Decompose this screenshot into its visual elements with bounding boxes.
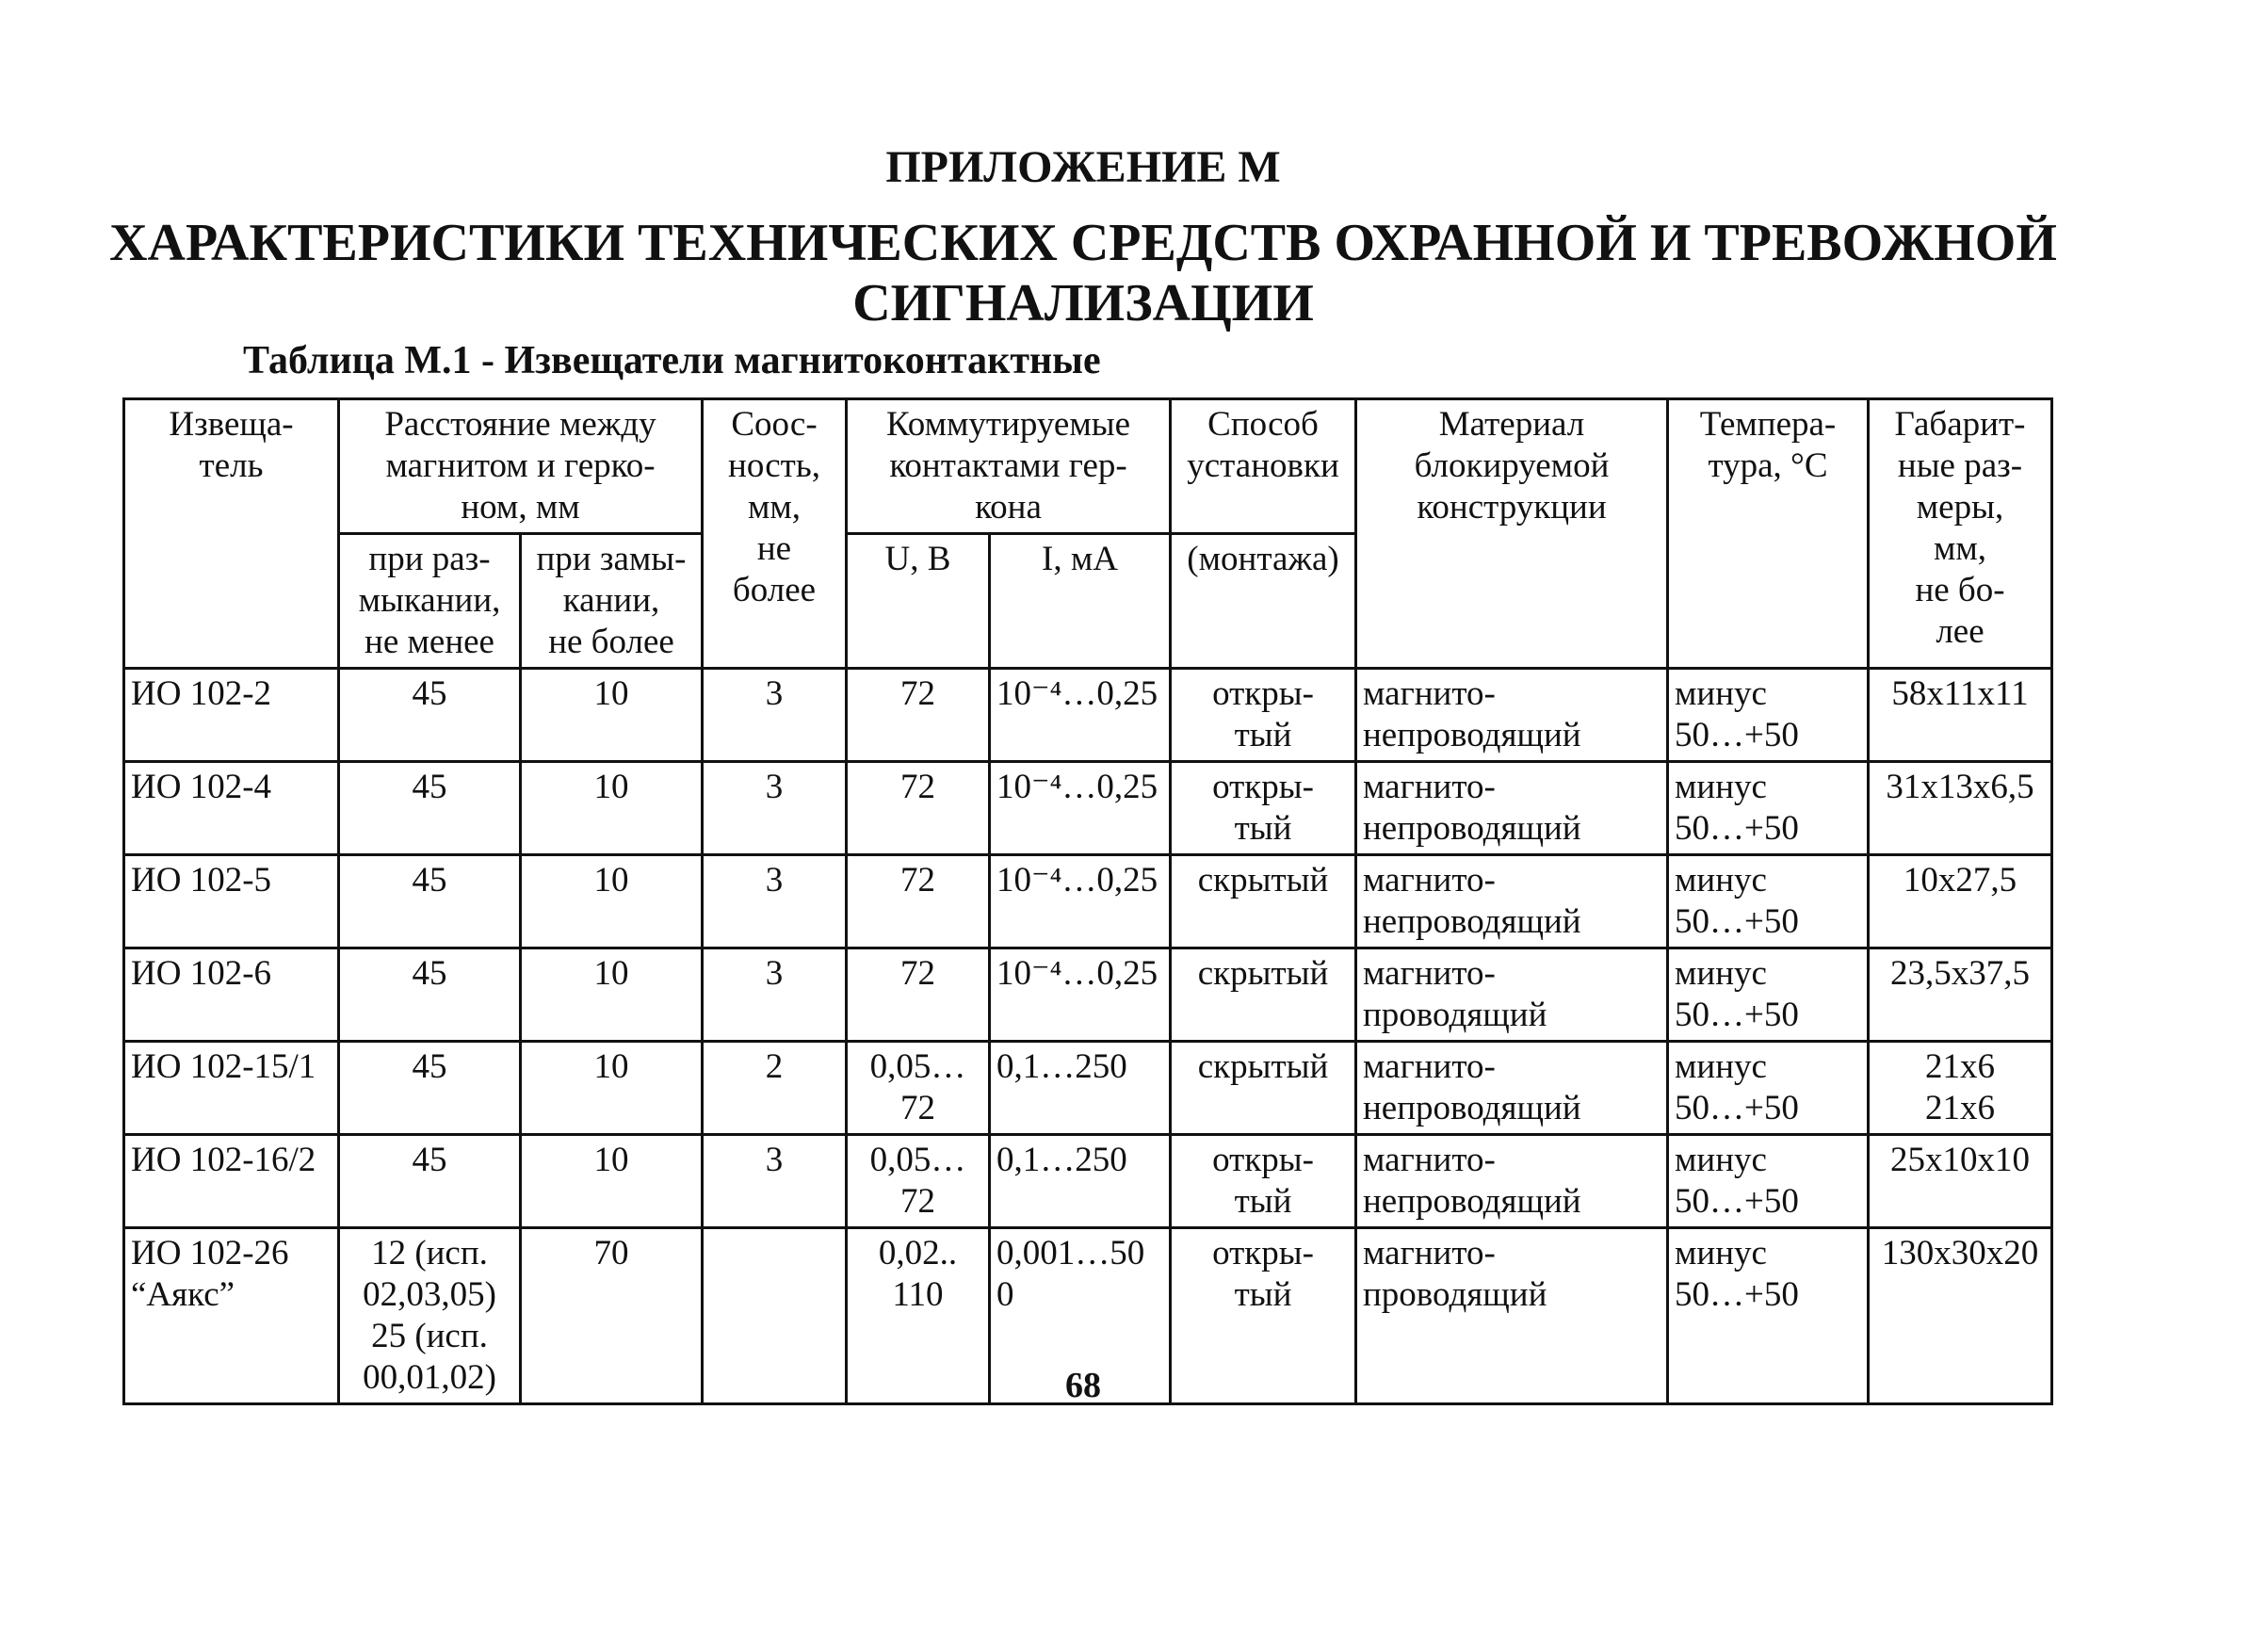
cell-line: минус [1675, 1047, 1767, 1086]
cell-temperature [1668, 948, 1869, 1042]
cell-line: 50…+50 [1675, 716, 1799, 754]
cell-line: мм, [1933, 529, 1987, 568]
cell-line: откры- [1212, 674, 1314, 713]
cell-distance-close [521, 669, 703, 762]
cell-line: ИО 102-4 [131, 768, 272, 806]
cell-line: 45 [412, 861, 447, 900]
cell-line: 72 [900, 1089, 935, 1127]
table-row [124, 1042, 2052, 1135]
table-row [124, 762, 2052, 855]
cell-current [990, 1042, 1171, 1135]
header-distance-close [521, 534, 703, 669]
cell-coaxiality [703, 1135, 847, 1228]
cell-line: откры- [1212, 768, 1314, 806]
cell-line: установки [1187, 446, 1339, 485]
cell-line: Извеща- [169, 405, 294, 444]
detectors-table [122, 397, 2053, 1405]
cell-dimensions [1869, 855, 2052, 948]
cell-distance-open [339, 762, 521, 855]
cell-voltage [847, 1135, 990, 1228]
cell-line: проводящий [1363, 996, 1547, 1034]
cell-line: 3 [765, 954, 784, 993]
cell-dimensions [1869, 669, 2052, 762]
cell-line: 12 (исп. [371, 1234, 488, 1272]
cell-line: 3 [765, 674, 784, 713]
cell-mount [1171, 855, 1356, 948]
cell-line: ИО 102-26 [131, 1234, 289, 1272]
cell-line: 10 [593, 954, 629, 993]
cell-line: 72 [900, 674, 935, 713]
cell-material [1356, 669, 1668, 762]
cell-line: 00,01,02) [363, 1358, 496, 1397]
cell-line: 130x30x20 [1881, 1234, 2039, 1272]
cell-detector [124, 948, 339, 1042]
cell-distance-close [521, 1135, 703, 1228]
header-row-1 [124, 399, 2052, 534]
cell-line: Расстояние между [384, 405, 656, 444]
cell-line: ность, [728, 446, 820, 485]
cell-line: тый [1234, 716, 1292, 754]
cell-mount [1171, 1135, 1356, 1228]
cell-material [1356, 1135, 1668, 1228]
cell-detector [124, 1135, 339, 1228]
cell-mount [1171, 762, 1356, 855]
cell-distance-close [521, 855, 703, 948]
cell-line: 10⁻⁴…0,25 [996, 954, 1158, 993]
cell-line: тура, °С [1708, 446, 1828, 485]
cell-line: ные раз- [1897, 446, 2023, 485]
table-row [124, 855, 2052, 948]
header-dimensions [1869, 399, 2052, 669]
cell-line: кании, [562, 581, 660, 620]
cell-voltage [847, 855, 990, 948]
cell-distance-close [521, 1042, 703, 1135]
cell-line: мыкании, [358, 581, 501, 620]
header-material [1356, 399, 1668, 669]
cell-line: минус [1675, 768, 1767, 806]
cell-coaxiality [703, 762, 847, 855]
cell-line: 0,02.. [878, 1234, 958, 1272]
cell-line: 70 [593, 1234, 629, 1272]
cell-line: магнито- [1363, 674, 1496, 713]
cell-line: магнито- [1363, 954, 1496, 993]
cell-current [990, 1135, 1171, 1228]
cell-line: 21x6 [1925, 1089, 1995, 1127]
cell-line: Материал [1438, 405, 1585, 444]
title-line-1: ХАРАКТЕРИСТИКИ ТЕХНИЧЕСКИХ СРЕДСТВ ОХРАННОЙ И ТРЕВОЖНОЙ [109, 214, 2057, 272]
cell-line: Соос- [731, 405, 818, 444]
cell-mount [1171, 669, 1356, 762]
cell-line: 0,001…50 [996, 1234, 1145, 1272]
cell-line: более [732, 571, 817, 609]
cell-line: 45 [412, 954, 447, 993]
cell-line: 25 (исп. [371, 1317, 488, 1355]
cell-line: при раз- [368, 540, 491, 578]
cell-line: не менее [364, 623, 494, 661]
cell-current [990, 948, 1171, 1042]
cell-line: 72 [900, 768, 935, 806]
cell-line: при замы- [536, 540, 687, 578]
cell-line: ИО 102-5 [131, 861, 272, 900]
cell-line: минус [1675, 954, 1767, 993]
header-coaxiality [703, 399, 847, 669]
cell-distance-open [339, 669, 521, 762]
header-distance [339, 399, 703, 534]
cell-detector [124, 669, 339, 762]
cell-line: минус [1675, 1141, 1767, 1179]
cell-distance-close [521, 948, 703, 1042]
cell-line: 0,1…250 [996, 1047, 1127, 1086]
cell-line: 45 [412, 674, 447, 713]
cell-line: непроводящий [1363, 1182, 1581, 1221]
cell-line: Коммутируемые [885, 405, 1131, 444]
cell-line: 10 [593, 861, 629, 900]
cell-voltage [847, 948, 990, 1042]
cell-line: тель [199, 446, 264, 485]
cell-line: 0,05… [869, 1141, 966, 1179]
cell-line: магнито- [1363, 768, 1496, 806]
cell-line: 50…+50 [1675, 1275, 1799, 1314]
cell-line: Габарит- [1894, 405, 2026, 444]
cell-line: меры, [1916, 488, 2004, 527]
table-caption: Таблица М.1 - Извещатели магнитоконтактные [243, 339, 1101, 382]
cell-coaxiality [703, 1042, 847, 1135]
cell-temperature [1668, 1042, 1869, 1135]
cell-dimensions [1869, 1042, 2052, 1135]
cell-material [1356, 948, 1668, 1042]
cell-line: минус [1675, 861, 1767, 900]
cell-line: непроводящий [1363, 902, 1581, 941]
cell-line: минус [1675, 674, 1767, 713]
cell-line: 10⁻⁴…0,25 [996, 768, 1158, 806]
cell-line: 45 [412, 768, 447, 806]
cell-line: “Аякс” [131, 1275, 235, 1314]
cell-line: 110 [892, 1275, 944, 1314]
cell-voltage [847, 762, 990, 855]
table-row [124, 669, 2052, 762]
cell-line: конструкции [1417, 488, 1607, 527]
document-title [0, 213, 2166, 333]
cell-dimensions [1869, 762, 2052, 855]
cell-coaxiality [703, 855, 847, 948]
cell-line: 10⁻⁴…0,25 [996, 674, 1158, 713]
cell-line: 3 [765, 1141, 784, 1179]
cell-coaxiality [703, 669, 847, 762]
cell-current [990, 855, 1171, 948]
cell-line: 50…+50 [1675, 902, 1799, 941]
cell-temperature [1668, 1135, 1869, 1228]
cell-line: 02,03,05) [363, 1275, 496, 1314]
cell-distance-close [521, 762, 703, 855]
cell-line: не [756, 529, 792, 568]
cell-material [1356, 762, 1668, 855]
header-temperature [1668, 399, 1869, 669]
header-mount [1171, 399, 1356, 534]
cell-line: непроводящий [1363, 716, 1581, 754]
cell-line: лее [1936, 612, 1984, 651]
header-distance-open [339, 534, 521, 669]
cell-line: ИО 102-6 [131, 954, 272, 993]
cell-line: откры- [1212, 1234, 1314, 1272]
cell-line: скрытый [1197, 1047, 1329, 1086]
cell-line: 0,1…250 [996, 1141, 1127, 1179]
cell-line: контактами гер- [889, 446, 1127, 485]
cell-line: 45 [412, 1047, 447, 1086]
cell-line: минус [1675, 1234, 1767, 1272]
cell-line: 0,05… [869, 1047, 966, 1086]
cell-line: тый [1234, 1182, 1292, 1221]
cell-line: 58x11x11 [1891, 674, 2029, 713]
title-line-2: СИГНАЛИЗАЦИИ [852, 274, 1314, 332]
cell-line: Способ [1207, 405, 1319, 444]
cell-line: ИО 102-16/2 [131, 1141, 316, 1179]
cell-line: 0 [996, 1275, 1014, 1314]
cell-detector [124, 855, 339, 948]
cell-line: 50…+50 [1675, 1089, 1799, 1127]
cell-line: магнито- [1363, 1141, 1496, 1179]
cell-line: магнито- [1363, 1234, 1496, 1272]
header-mount-sub: (монтажа) [1171, 534, 1356, 669]
cell-line: откры- [1212, 1141, 1314, 1179]
cell-line: 10x27,5 [1903, 861, 2017, 900]
table-container [122, 397, 2053, 1405]
cell-line: 10 [593, 1047, 629, 1086]
cell-distance-open [339, 855, 521, 948]
cell-dimensions [1869, 948, 2052, 1042]
cell-line: 3 [765, 768, 784, 806]
cell-line: 45 [412, 1141, 447, 1179]
cell-line: 72 [900, 954, 935, 993]
cell-line: тый [1234, 1275, 1292, 1314]
cell-detector [124, 762, 339, 855]
cell-mount [1171, 1042, 1356, 1135]
cell-line: магнито- [1363, 1047, 1496, 1086]
cell-line: 31x13x6,5 [1886, 768, 2034, 806]
cell-line: 50…+50 [1675, 1182, 1799, 1221]
cell-line: тый [1234, 809, 1292, 848]
cell-line: 72 [900, 861, 935, 900]
cell-line: 23,5x37,5 [1890, 954, 2030, 993]
cell-line: блокируемой [1414, 446, 1610, 485]
cell-line: 50…+50 [1675, 996, 1799, 1034]
header-switched [847, 399, 1171, 534]
cell-coaxiality [703, 948, 847, 1042]
cell-line: 10⁻⁴…0,25 [996, 861, 1158, 900]
cell-mount [1171, 948, 1356, 1042]
cell-material [1356, 855, 1668, 948]
cell-line: 10 [593, 768, 629, 806]
cell-line: мм, [747, 488, 802, 527]
cell-line: 3 [765, 861, 784, 900]
header-voltage: U, В [847, 534, 990, 669]
cell-distance-open [339, 1135, 521, 1228]
header-detector [124, 399, 339, 669]
cell-line: кона [975, 488, 1042, 527]
cell-temperature [1668, 762, 1869, 855]
table-row [124, 948, 2052, 1042]
cell-current [990, 762, 1171, 855]
cell-line: магнито- [1363, 861, 1496, 900]
cell-line: 50…+50 [1675, 809, 1799, 848]
cell-line: 10 [593, 1141, 629, 1179]
cell-current [990, 669, 1171, 762]
cell-line: магнитом и герко- [385, 446, 656, 485]
cell-detector [124, 1042, 339, 1135]
cell-line: не более [548, 623, 674, 661]
cell-line: скрытый [1197, 954, 1329, 993]
cell-material [1356, 1042, 1668, 1135]
header-current: I, мА [990, 534, 1171, 669]
cell-line: 21x6 [1925, 1047, 1995, 1086]
cell-voltage [847, 669, 990, 762]
cell-line: не бо- [1915, 571, 2005, 609]
table-row [124, 1135, 2052, 1228]
cell-line: 25x10x10 [1890, 1141, 2030, 1179]
cell-line: непроводящий [1363, 1089, 1581, 1127]
cell-line: проводящий [1363, 1275, 1547, 1314]
cell-dimensions [1869, 1135, 2052, 1228]
cell-line: непроводящий [1363, 809, 1581, 848]
cell-line: скрытый [1197, 861, 1329, 900]
cell-temperature [1668, 669, 1869, 762]
cell-line: ИО 102-2 [131, 674, 272, 713]
cell-line: Темпера- [1699, 405, 1837, 444]
cell-distance-open [339, 948, 521, 1042]
appendix-heading: ПРИЛОЖЕНИЕ М [885, 142, 1281, 192]
page-number: 68 [1065, 1366, 1101, 1405]
cell-line: ИО 102-15/1 [131, 1047, 316, 1086]
cell-distance-open [339, 1042, 521, 1135]
cell-line: 10 [593, 674, 629, 713]
cell-voltage [847, 1042, 990, 1135]
cell-line: ном, мм [461, 488, 580, 527]
cell-line: 2 [765, 1047, 784, 1086]
cell-temperature [1668, 855, 1869, 948]
cell-line: 72 [900, 1182, 935, 1221]
